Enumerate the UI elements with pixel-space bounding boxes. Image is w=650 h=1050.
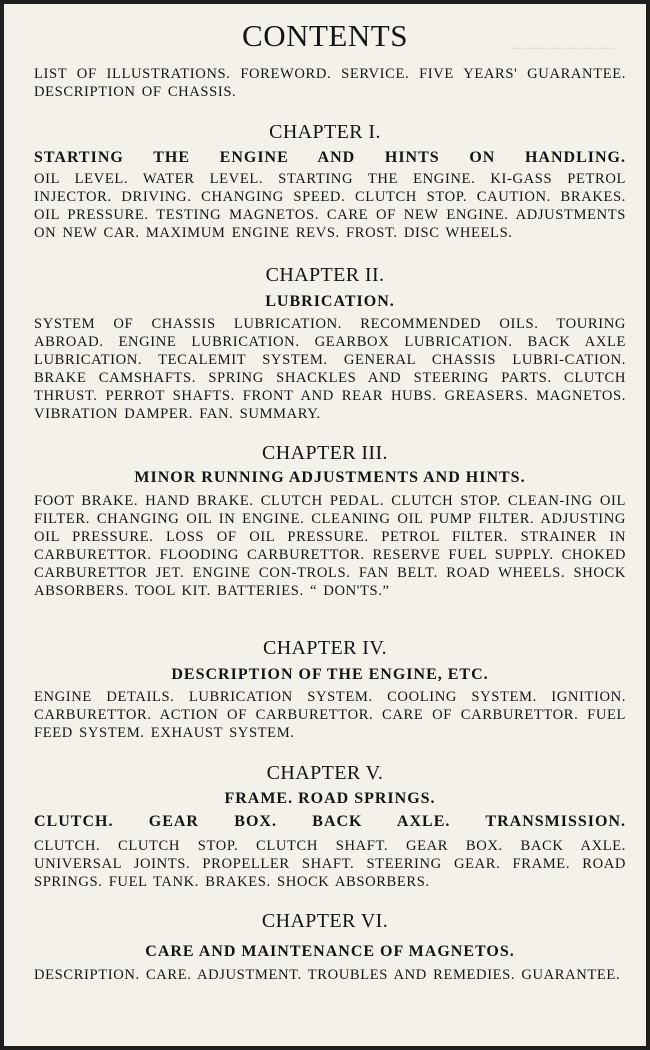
- chapter-4-heading: CHAPTER IV.: [262, 637, 388, 659]
- chapter-1-title: STARTING THE ENGINE AND HINTS ON HANDLING.: [34, 149, 626, 166]
- intro-items: LIST OF ILLUSTRATIONS. FOREWORD. SERVICE. FIVE YEARS' GUARANTEE. DESCRIPTION OF CHASSIS.: [34, 66, 626, 100]
- chapter-5-subtitle: CLUTCH. GEAR BOX. BACK AXLE. TRANSMISSION.: [34, 813, 626, 830]
- chapter-3-title: MINOR RUNNING ADJUSTMENTS AND HINTS.: [134, 469, 526, 486]
- chapter-5-heading: CHAPTER V.: [266, 762, 384, 784]
- page-title: CONTENTS: [242, 18, 408, 53]
- show-through-texture: ──────: [510, 35, 616, 60]
- chapter-2-heading: CHAPTER II.: [265, 264, 385, 286]
- chapter-3-heading: CHAPTER III.: [262, 442, 388, 464]
- chapter-1-heading: CHAPTER I.: [269, 121, 381, 143]
- chapter-5-title: FRAME. ROAD SPRINGS.: [224, 790, 436, 807]
- chapter-4-items: ENGINE DETAILS. LUBRICATION SYSTEM. COOLING SYSTEM. IGNITION. CARBURETTOR. ACTION OF CARBURETTOR. CARE OF CARBURETTOR. FUEL FEED SYSTEM. EXHAUST SYSTEM.: [34, 689, 626, 741]
- chapter-4-title: DESCRIPTION OF THE ENGINE, ETC.: [171, 666, 489, 683]
- chapter-5-items: CLUTCH. CLUTCH STOP. CLUTCH SHAFT. GEAR BOX. BACK AXLE. UNIVERSAL JOINTS. PROPELLER SHAFT. STEERING GEAR. FRAME. ROAD SPRINGS. FUEL TANK. BRAKES. SHOCK ABSORBERS.: [34, 838, 626, 890]
- chapter-6-title: CARE AND MAINTENANCE OF MAGNETOS.: [145, 943, 515, 960]
- chapter-2-items: SYSTEM OF CHASSIS LUBRICATION. RECOMMENDED OILS. TOURING ABROAD. ENGINE LUBRICATION. GEARBOX LUBRICATION. BACK AXLE LUBRICATION. TECALEMIT SYSTEM. GENERAL CHASSIS LUBRI-CATION. BRAKE CAMSHAFTS. SPRING SHACKLES AND STEERING PARTS. CLUTCH THRUST. PERROT SHAFTS. FRONT AND REAR HUBS. GREASERS. MAGNETOS. VIBRATION DAMPER. FAN. SUMMARY.: [34, 316, 626, 422]
- chapter-6-items: DESCRIPTION. CARE. ADJUSTMENT. TROUBLES AND REMEDIES. GUARANTEE.: [34, 967, 621, 983]
- chapter-6-heading: CHAPTER VI.: [261, 910, 389, 932]
- chapter-2-title: LUBRICATION.: [265, 293, 395, 310]
- chapter-3-items: FOOT BRAKE. HAND BRAKE. CLUTCH PEDAL. CLUTCH STOP. CLEAN-ING OIL FILTER. CHANGING OIL IN ENGINE. CLEANING OIL PUMP FILTER. ADJUSTING OIL PRESSURE. LOSS OF OIL PRESSURE. PETROL FILTER. STRAINER IN CARBURETTOR. FLOODING CARBURETTOR. RESERVE FUEL SUPPLY. CHOKED CARBURETTOR JET. ENGINE CON-TROLS. FAN BELT. ROAD WHEELS. SHOCK ABSORBERS. TOOL KIT. BATTERIES. “ DON'TS.”: [34, 493, 626, 599]
- chapter-1-items: OIL LEVEL. WATER LEVEL. STARTING THE ENGINE. KI-GASS PETROL INJECTOR. DRIVING. CHANGING SPEED. CLUTCH STOP. CAUTION. BRAKES. OIL PRESSURE. TESTING MAGNETOS. CARE OF NEW ENGINE. ADJUSTMENTS ON NEW CAR. MAXIMUM ENGINE REVS. FROST. DISC WHEELS.: [34, 171, 626, 241]
